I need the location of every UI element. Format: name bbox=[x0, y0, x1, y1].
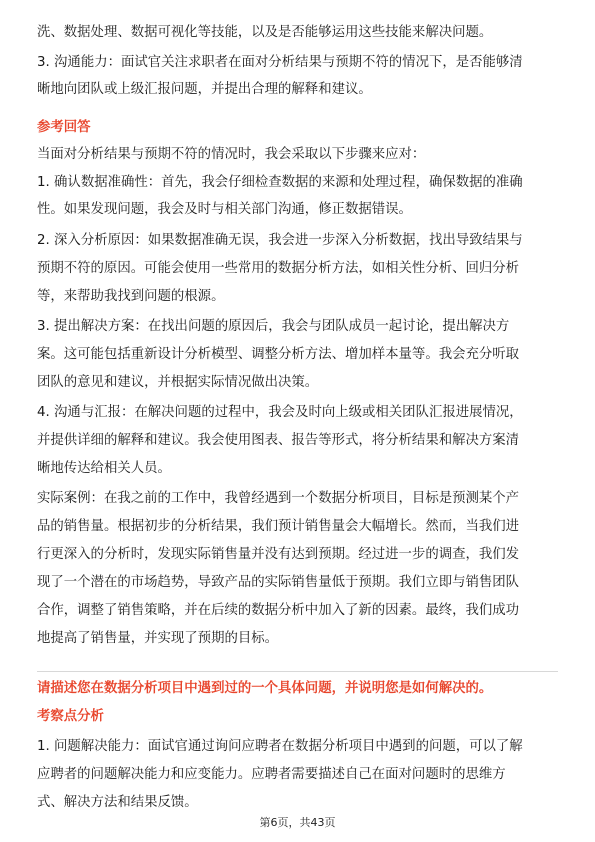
analysis-point1-line1: 1. 问题解决能力：面试官通过询问应聘者在数据分析项目中遇到的问题，可以了解 bbox=[37, 739, 523, 754]
continuation-text: 洗、数据处理、数据可视化等技能，以及是否能够运用这些技能来解决问题。 bbox=[37, 25, 493, 40]
section-divider bbox=[37, 671, 558, 672]
step1-line2: 性。如果发现问题，我会及时与相关部门沟通，修正数据错误。 bbox=[37, 202, 412, 217]
step3-line3: 团队的意见和建议，并根据实际情况做出决策。 bbox=[37, 375, 319, 390]
step1-line1: 1. 确认数据准确性：首先，我会仔细检查数据的来源和处理过程，确保数据的准确 bbox=[37, 175, 523, 190]
step2-line1: 2. 深入分析原因：如果数据准确无误，我会进一步深入分析数据，找出导致结果与 bbox=[37, 233, 523, 248]
analysis-heading: 考察点分析 bbox=[37, 709, 104, 724]
case-line2: 品的销售量。根据初步的分析结果，我们预计销售量会大幅增长。然而，当我们进 bbox=[37, 519, 520, 534]
case-line5: 合作，调整了销售策略，并在后续的数据分析中加入了新的因素。最终，我们成功 bbox=[37, 603, 520, 618]
analysis-point1-line2: 应聘者的问题解决能力和应变能力。应聘者需要描述自己在面对问题时的思维方 bbox=[37, 767, 506, 782]
step3-line1: 3. 提出解决方案：在找出问题的原因后，我会与团队成员一起讨论，提出解决方 bbox=[37, 319, 510, 334]
step3-line2: 案。这可能包括重新设计分析模型、调整分析方法、增加样本量等。我会充分听取 bbox=[37, 347, 520, 362]
step4-line2: 并提供详细的解释和建议。我会使用图表、报告等形式，将分析结果和解决方案清 bbox=[37, 433, 520, 448]
answer-heading: 参考回答 bbox=[37, 120, 91, 135]
point3-line2: 晰地向团队或上级汇报问题，并提出合理的解释和建议。 bbox=[37, 82, 372, 97]
case-line3: 行更深入的分析时，发现实际销售量并没有达到预期。经过进一步的调查，我们发 bbox=[37, 547, 520, 562]
case-line1: 实际案例：在我之前的工作中，我曾经遇到一个数据分析项目，目标是预测某个产 bbox=[37, 491, 520, 506]
page-footer: 第6页，共43页 bbox=[259, 816, 336, 829]
step4-line3: 晰地传达给相关人员。 bbox=[37, 461, 171, 476]
analysis-point1-line3: 式、解决方法和结果反馈。 bbox=[37, 795, 198, 810]
point3-line1: 3. 沟通能力：面试官关注求职者在面对分析结果与预期不符的情况下，是否能够清 bbox=[37, 55, 523, 70]
step2-line3: 等，来帮助我找到问题的根源。 bbox=[37, 289, 225, 304]
case-line6: 地提高了销售量，并实现了预期的目标。 bbox=[37, 631, 279, 646]
answer-intro: 当面对分析结果与预期不符的情况时，我会采取以下步骤来应对： bbox=[37, 147, 426, 162]
step2-line2: 预期不符的原因。可能会使用一些常用的数据分析方法，如相关性分析、回归分析 bbox=[37, 261, 520, 276]
step4-line1: 4. 沟通与汇报：在解决问题的过程中，我会及时向上级或相关团队汇报进展情况， bbox=[37, 405, 523, 420]
question-title: 请描述您在数据分析项目中遇到过的一个具体问题，并说明您是如何解决的。 bbox=[37, 681, 493, 696]
case-line4: 现了一个潜在的市场趋势，导致产品的实际销售量低于预期。我们立即与销售团队 bbox=[37, 575, 520, 590]
